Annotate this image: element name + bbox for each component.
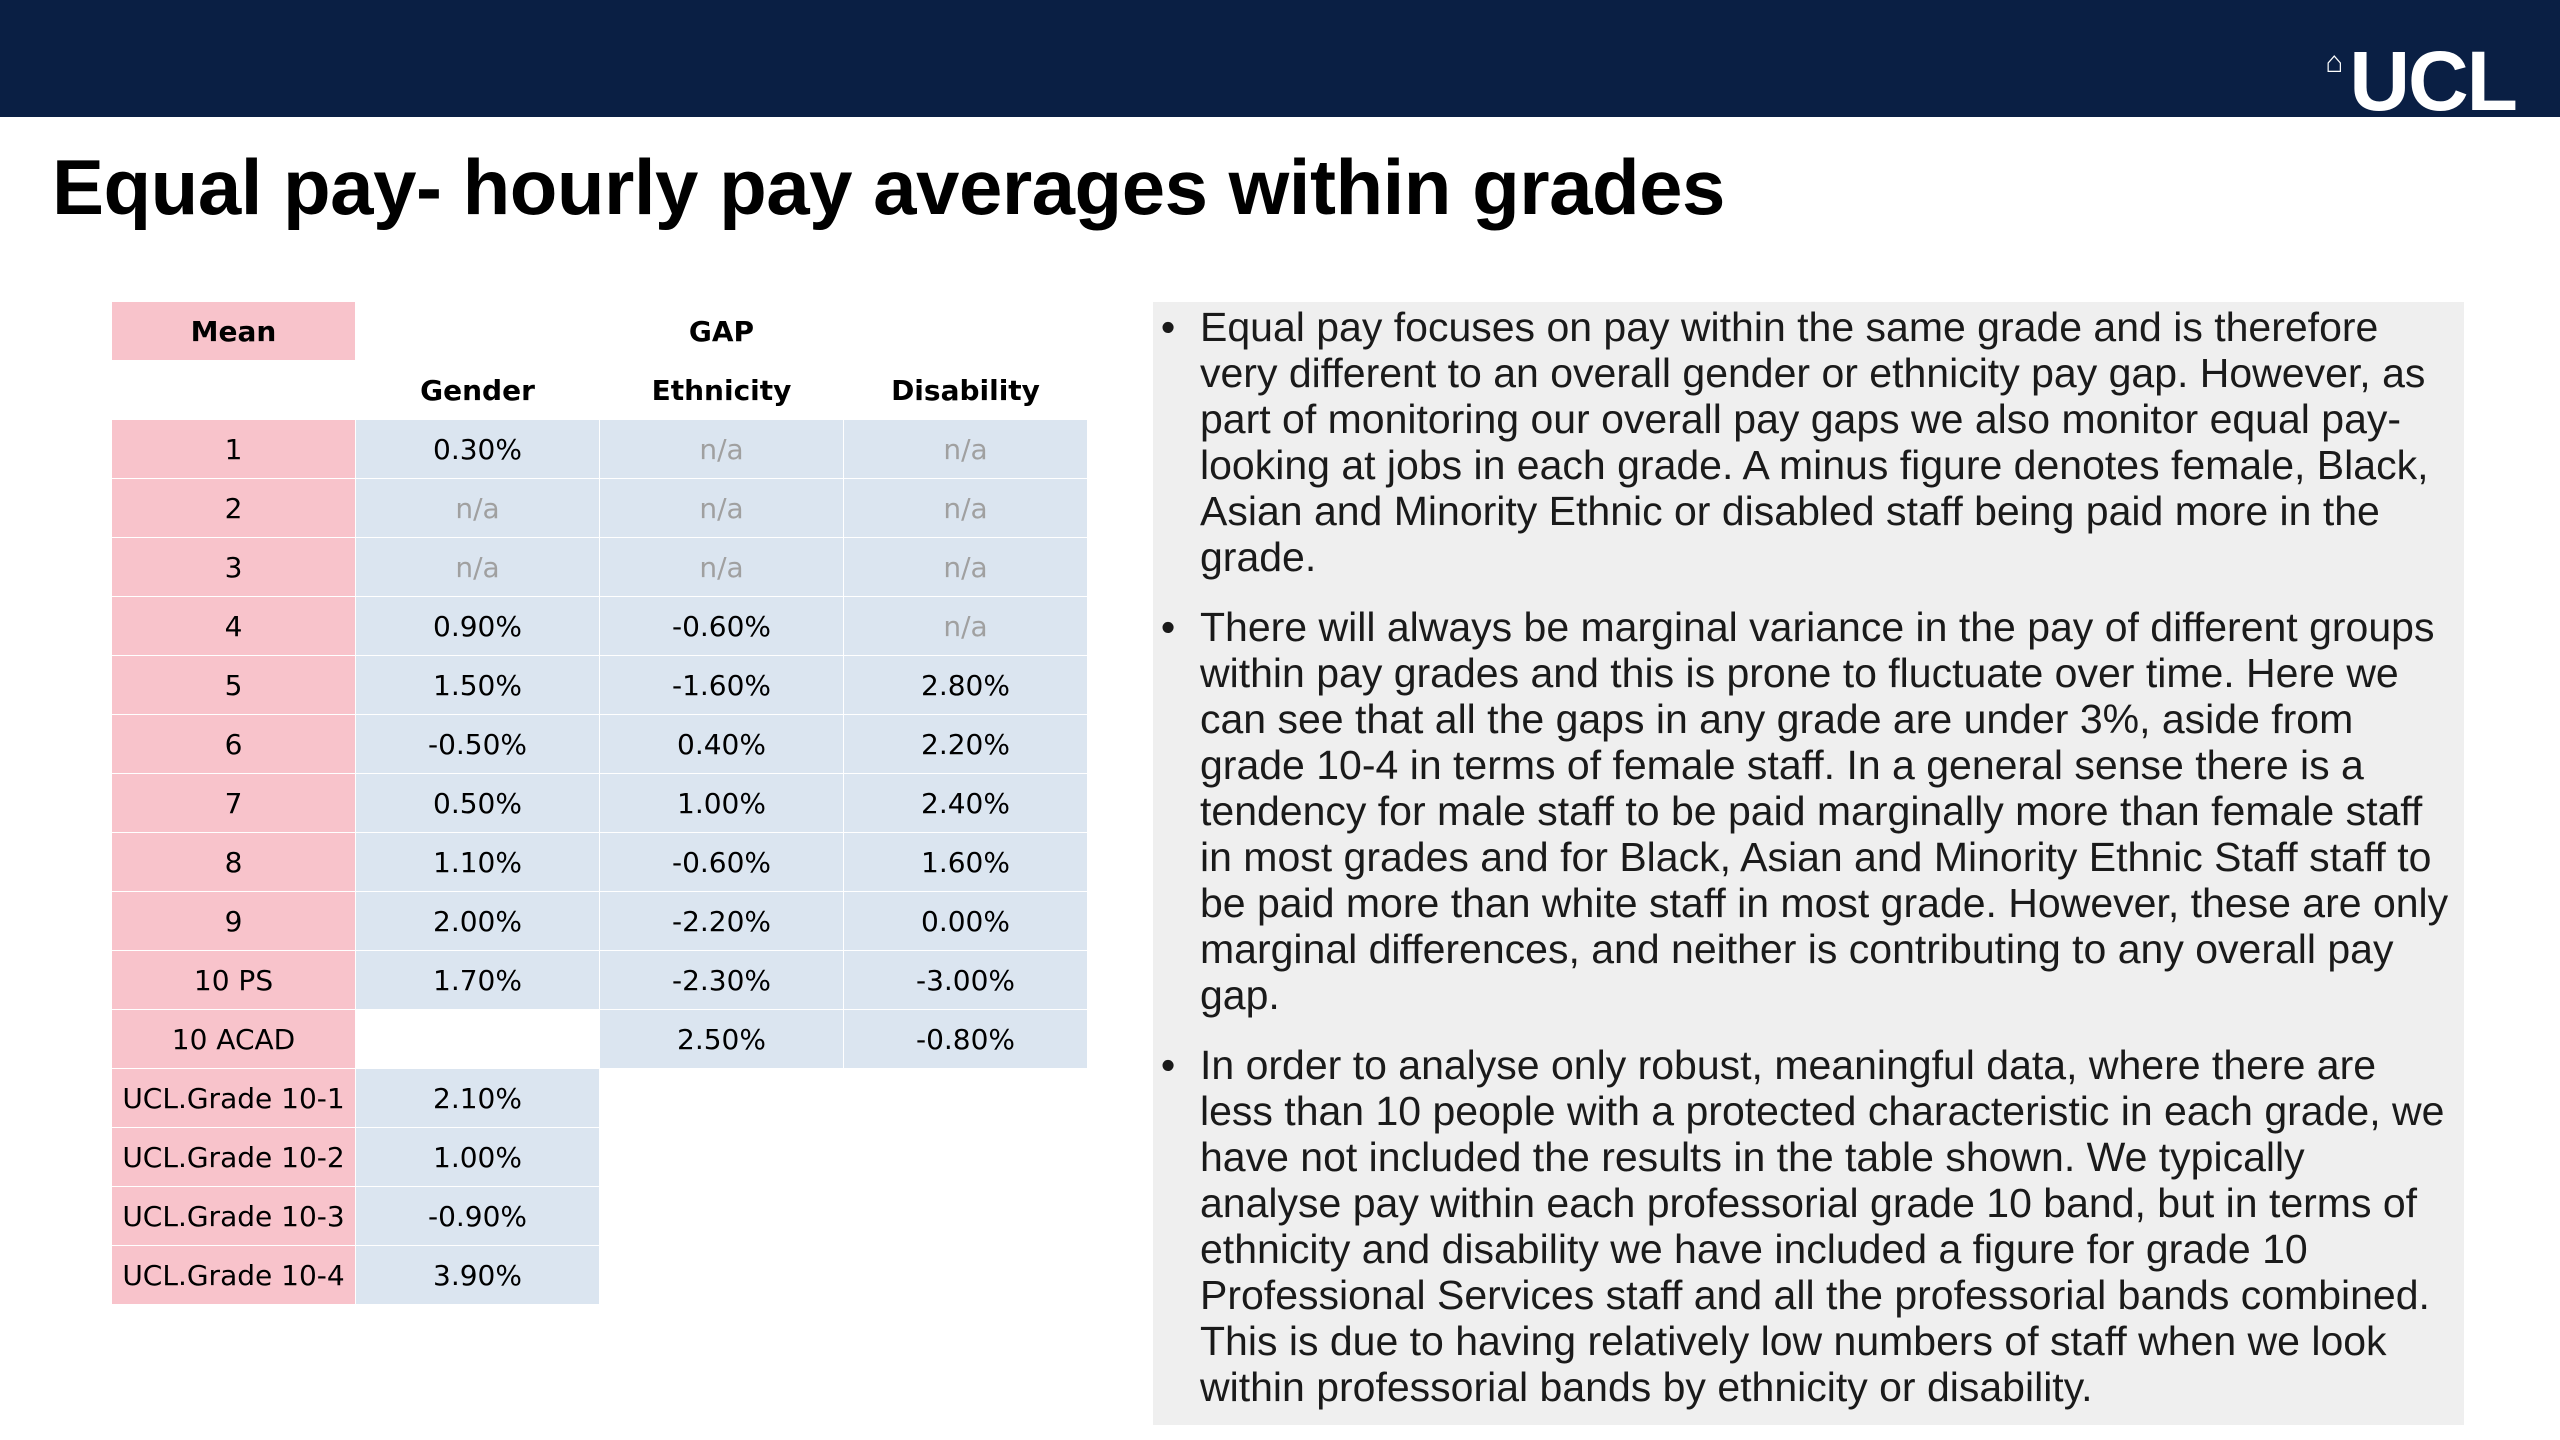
disability-gap-cell: -0.80% <box>844 1010 1088 1069</box>
logo-text: UCL <box>2349 34 2516 129</box>
table-row <box>112 1069 1088 1128</box>
note-item <box>1153 304 2450 580</box>
ethnicity-gap-cell: -2.20% <box>600 892 844 951</box>
disability-gap-cell <box>844 1187 1088 1246</box>
corner-label: Mean <box>112 302 356 361</box>
table-row <box>112 1010 1088 1069</box>
disability-gap-cell <box>844 1246 1088 1305</box>
disability-gap-cell <box>844 1069 1088 1128</box>
ethnicity-gap-cell: n/a <box>600 538 844 597</box>
ethnicity-gap-cell: n/a <box>600 420 844 479</box>
gender-gap-cell: 0.50% <box>356 774 600 833</box>
header-spacer <box>844 302 1088 361</box>
ethnicity-gap-cell: -0.60% <box>600 597 844 656</box>
ethnicity-gap-cell: 1.00% <box>600 774 844 833</box>
gender-gap-cell: n/a <box>356 538 600 597</box>
header-row-columns <box>112 361 1088 420</box>
ethnicity-gap-cell <box>600 1246 844 1305</box>
note-item <box>1153 1042 2450 1410</box>
disability-gap-cell: n/a <box>844 538 1088 597</box>
bullet-icon: • <box>1160 604 1176 650</box>
gender-gap-cell: 0.30% <box>356 420 600 479</box>
grade-label: UCL.Grade 10-3 <box>112 1187 356 1246</box>
ethnicity-gap-cell: 2.50% <box>600 1010 844 1069</box>
disability-gap-cell: n/a <box>844 479 1088 538</box>
gender-gap-cell: -0.90% <box>356 1187 600 1246</box>
header-row-group <box>112 302 1088 361</box>
grade-label: 1 <box>112 420 356 479</box>
ethnicity-gap-cell: n/a <box>600 479 844 538</box>
pay-gap-table <box>112 302 1088 1305</box>
grade-label: UCL.Grade 10-2 <box>112 1128 356 1187</box>
note-text: In order to analyse only robust, meaningful data, where there are less than 10 people with a protected characteristic in each grade, we have not included the results in the table shown. We typically analyse pay within each professorial grade 10 band, but in terms of ethnicity and disability we have included a figure for grade 10 Professional Services staff and all the professorial bands combined. This is due to having relatively low numbers of staff when we look within professorial bands by ethnicity or disability. <box>1200 1042 2445 1410</box>
disability-gap-cell <box>844 1128 1088 1187</box>
grade-label: 7 <box>112 774 356 833</box>
table-row <box>112 833 1088 892</box>
ethnicity-gap-cell <box>600 1128 844 1187</box>
disability-gap-cell: 2.80% <box>844 656 1088 715</box>
grade-label: 10 PS <box>112 951 356 1010</box>
grade-label: 10 ACAD <box>112 1010 356 1069</box>
gender-gap-cell: 1.10% <box>356 833 600 892</box>
grade-label: UCL.Grade 10-1 <box>112 1069 356 1128</box>
column-header: Gender <box>356 361 600 420</box>
grade-label: 5 <box>112 656 356 715</box>
table-row <box>112 1187 1088 1246</box>
portico-icon: ⌂ <box>2325 46 2344 79</box>
grade-label: UCL.Grade 10-4 <box>112 1246 356 1305</box>
table-row <box>112 538 1088 597</box>
gender-gap-cell: 2.10% <box>356 1069 600 1128</box>
table-row <box>112 715 1088 774</box>
table-row <box>112 774 1088 833</box>
gender-gap-cell: 1.50% <box>356 656 600 715</box>
gender-gap-cell: 1.00% <box>356 1128 600 1187</box>
table-row <box>112 420 1088 479</box>
table-row <box>112 656 1088 715</box>
note-text: There will always be marginal variance in the pay of different groups within pay grades and this is prone to fluctuate over time. Here we can see that all the gaps in any grade are under 3%, aside from grade 10-4 in terms of female staff. In a general sense there is a tendency for male staff to be paid marginally more than female staff in most grades and for Black, Asian and Minority Ethnic Staff staff to be paid more than white staff in most grade. However, these are only marginal differences, and neither is contributing to any overall pay gap. <box>1200 604 2449 1018</box>
table-row <box>112 597 1088 656</box>
disability-gap-cell: 1.60% <box>844 833 1088 892</box>
grade-label: 3 <box>112 538 356 597</box>
page-title: Equal pay- hourly pay averages within grades <box>52 143 1725 231</box>
grade-label: 8 <box>112 833 356 892</box>
column-header: Ethnicity <box>600 361 844 420</box>
column-header: Disability <box>844 361 1088 420</box>
header-spacer <box>356 302 600 361</box>
gender-gap-cell: 1.70% <box>356 951 600 1010</box>
gender-gap-cell: 2.00% <box>356 892 600 951</box>
table-row <box>112 892 1088 951</box>
table-row <box>112 951 1088 1010</box>
disability-gap-cell: -3.00% <box>844 951 1088 1010</box>
group-header: GAP <box>600 302 844 361</box>
ethnicity-gap-cell: -2.30% <box>600 951 844 1010</box>
bullet-icon: • <box>1160 304 1176 350</box>
ethnicity-gap-cell <box>600 1187 844 1246</box>
header-spacer <box>112 361 356 420</box>
notes-panel <box>1153 302 2464 1425</box>
bullet-icon: • <box>1160 1042 1176 1088</box>
table-row <box>112 1246 1088 1305</box>
disability-gap-cell: n/a <box>844 420 1088 479</box>
notes-list <box>1153 304 2450 1410</box>
grade-label: 6 <box>112 715 356 774</box>
ethnicity-gap-cell: 0.40% <box>600 715 844 774</box>
ethnicity-gap-cell <box>600 1069 844 1128</box>
grade-label: 4 <box>112 597 356 656</box>
disability-gap-cell: n/a <box>844 597 1088 656</box>
gender-gap-cell: 3.90% <box>356 1246 600 1305</box>
gender-gap-cell: n/a <box>356 479 600 538</box>
ethnicity-gap-cell: -0.60% <box>600 833 844 892</box>
disability-gap-cell: 2.40% <box>844 774 1088 833</box>
table-row <box>112 479 1088 538</box>
ethnicity-gap-cell: -1.60% <box>600 656 844 715</box>
disability-gap-cell: 0.00% <box>844 892 1088 951</box>
grade-label: 2 <box>112 479 356 538</box>
disability-gap-cell: 2.20% <box>844 715 1088 774</box>
gender-gap-cell: -0.50% <box>356 715 600 774</box>
note-text: Equal pay focuses on pay within the same grade and is therefore very different to an overall gender or ethnicity pay gap. However, as part of monitoring our overall pay gaps we also monitor equal pay- looking at jobs in each grade. A minus figure denotes female, Black, Asian and Minority Ethnic or disabled staff being paid more in the grade. <box>1200 304 2429 580</box>
ucl-logo <box>2325 34 2516 129</box>
header-bar <box>0 0 2560 129</box>
table-row <box>112 1128 1088 1187</box>
gender-gap-cell <box>356 1010 600 1069</box>
gender-gap-cell: 0.90% <box>356 597 600 656</box>
note-item <box>1153 604 2450 1018</box>
grade-label: 9 <box>112 892 356 951</box>
